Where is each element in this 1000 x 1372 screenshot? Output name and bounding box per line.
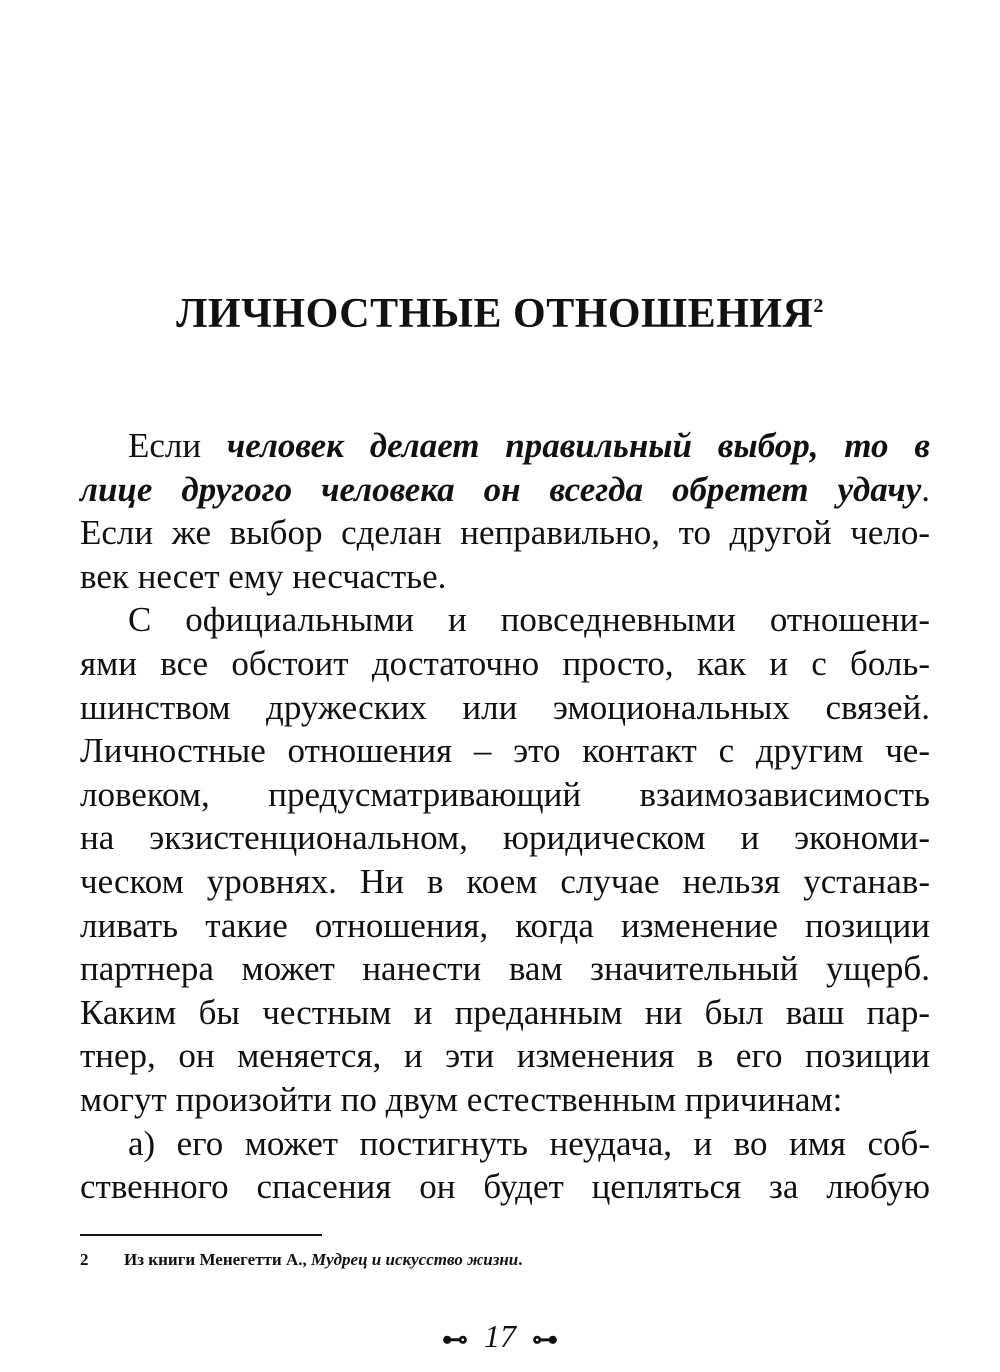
emphasized-text: лице другого человека он всегда обретет удачу	[80, 469, 922, 509]
text-line	[80, 947, 930, 991]
text-line	[80, 642, 930, 686]
paragraph	[80, 598, 930, 1121]
text-line	[80, 555, 930, 599]
line-text: шинством дружеских или эмоциональных связей.	[80, 687, 930, 727]
text-line	[80, 816, 930, 860]
text-line	[80, 1034, 930, 1078]
footnote-suffix: .	[518, 1250, 523, 1269]
footnote-reference: 2	[813, 295, 824, 317]
line-text: ями все обстоит достаточно просто, как и с боль-	[80, 643, 930, 683]
paragraph	[80, 1122, 930, 1209]
text-line	[80, 1078, 930, 1122]
chapter-title	[0, 290, 1000, 338]
line-text: тнер, он меняется, и эти изменения в его позиции	[80, 1036, 930, 1076]
text-line	[80, 729, 930, 773]
ornament-right-icon: ⊶	[532, 1324, 558, 1354]
text-line	[80, 598, 930, 642]
line-text: Каким бы честным и преданным ни был ваш пар-	[80, 992, 930, 1032]
line-text: ческом уровнях. Ни в коем случае нельзя устанав-	[80, 861, 930, 901]
emphasized-text: человек делает правильный выбор, то в	[226, 426, 930, 465]
text-line	[80, 904, 930, 948]
line-text: С официальными и повседневными отношени-	[128, 600, 930, 640]
line-text: ственного спасения он будет цепляться за любую	[80, 1167, 930, 1207]
footnote-book-title: Мудрец и искусство жизни	[310, 1250, 519, 1269]
paragraph	[80, 424, 930, 598]
line-text: ливать такие отношения, когда изменение позиции	[80, 905, 930, 945]
footnote	[80, 1250, 523, 1270]
line-text: ловеком, предусматривающий взаимозависимость	[80, 774, 930, 814]
text-line	[80, 773, 930, 817]
text-line	[80, 468, 930, 512]
footnote-prefix: Из книги Менегетти А.,	[124, 1250, 311, 1269]
chapter-title-text: ЛИЧНОСТНЫЕ ОТНОШЕНИЯ	[176, 291, 814, 337]
footnote-number: 2	[80, 1250, 89, 1269]
text-line	[80, 1165, 930, 1209]
line-text: на экзистенциональном, юридическом и экономи-	[80, 818, 930, 858]
line-text: век несет ему несчастье.	[80, 556, 447, 596]
ornament-left-icon: ⊷	[442, 1324, 468, 1354]
line-text: а) его может постигнуть неудача, и во имя соб-	[128, 1123, 930, 1163]
body-text	[80, 424, 930, 1209]
text-line	[80, 991, 930, 1035]
text-line	[80, 860, 930, 904]
text-line	[80, 424, 930, 468]
line-text: Если же выбор сделан неправильно, то другой чело-	[80, 513, 930, 553]
line-text: .	[921, 469, 930, 509]
page-number	[0, 1318, 1000, 1355]
line-text: Если	[128, 426, 227, 465]
text-line	[80, 1122, 930, 1166]
text-line	[80, 511, 930, 555]
footnote-divider	[80, 1234, 322, 1236]
line-text: могут произойти по двум естественным причинам:	[80, 1079, 843, 1119]
line-text: партнера может нанести вам значительный ущерб.	[80, 949, 930, 989]
page-number-value: 17	[484, 1318, 516, 1354]
line-text: Личностные отношения – это контакт с другим че-	[80, 731, 930, 771]
text-line	[80, 686, 930, 730]
